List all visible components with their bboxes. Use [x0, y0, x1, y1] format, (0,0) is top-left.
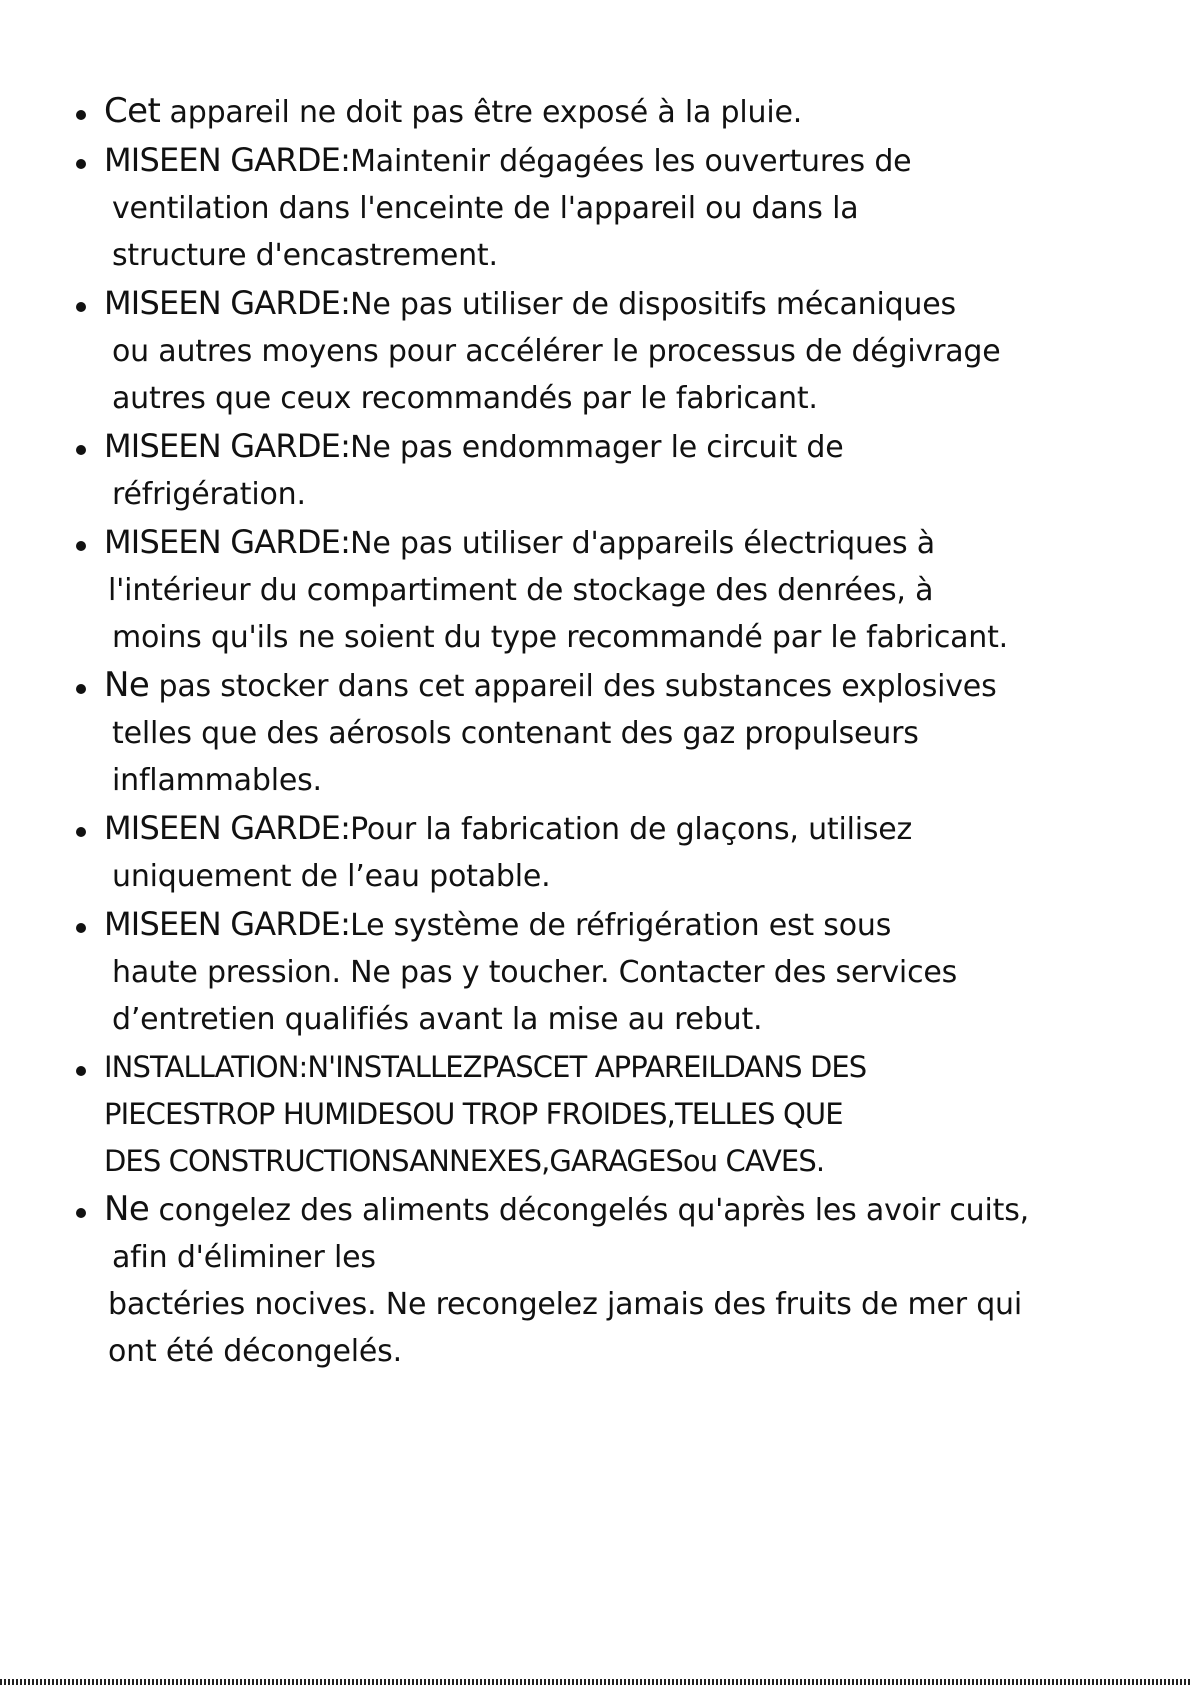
list-item: [70, 280, 1110, 422]
list-item: [70, 88, 1110, 136]
item-line: [104, 88, 1110, 136]
list-item: [70, 519, 1110, 661]
item-line: DES CONSTRUCTIONSANNEXES,GARAGESou CAVES.: [104, 1144, 825, 1178]
item-line: [104, 423, 1110, 471]
scan-edge-divider: [0, 1679, 1191, 1685]
item-line: [104, 280, 1110, 328]
item-line: ou autres moyens pour accélérer le processus de dégivrage: [112, 334, 1001, 369]
item-text: Ne pas endommager le circuit de: [350, 430, 844, 465]
item-lead: MISEEN GARDE:: [104, 427, 351, 465]
item-text: Ne pas utiliser d'appareils électriques à: [350, 526, 935, 561]
item-lead: MISEEN GARDE:: [104, 141, 351, 179]
item-line: afin d'éliminer les: [112, 1240, 376, 1275]
item-lead: Ne: [104, 665, 150, 705]
item-text: pas stocker dans cet appareil des substances explosives: [158, 669, 997, 704]
item-lead: MISEEN GARDE:: [104, 284, 351, 322]
item-line: INSTALLATION:N'INSTALLEZPASCET APPAREILDANS DES: [104, 1050, 867, 1084]
item-line: [104, 519, 1110, 567]
item-line: haute pression. Ne pas y toucher. Contacter des services: [112, 955, 958, 990]
list-item: [70, 1044, 1110, 1185]
safety-warnings-list: [70, 88, 1110, 1376]
item-line: structure d'encastrement.: [112, 238, 498, 273]
item-line: réfrigération.: [112, 477, 306, 512]
item-lead: MISEEN GARDE:: [104, 905, 351, 943]
item-lead: MISEEN GARDE:: [104, 523, 351, 561]
item-line: PIECESTROP HUMIDESOU TROP FROIDES,TELLES QUE: [104, 1097, 843, 1131]
bullet-dot: [76, 923, 86, 933]
list-item: [70, 423, 1110, 518]
item-text: Ne pas utiliser de dispositifs mécaniques: [350, 287, 956, 322]
item-lead: Ne: [104, 1189, 150, 1229]
item-text: Pour la fabrication de glaçons, utilisez: [350, 812, 913, 847]
item-line: [104, 901, 1110, 949]
item-line: d’entretien qualifiés avant la mise au rebut.: [112, 1002, 763, 1037]
item-line: [104, 137, 1110, 185]
item-line: ventilation dans l'enceinte de l'appareil ou dans la: [112, 191, 859, 226]
item-line: bactéries nocives. Ne recongelez jamais des fruits de mer qui: [108, 1287, 1022, 1322]
item-line: telles que des aérosols contenant des gaz propulseurs: [112, 716, 919, 751]
item-text: Maintenir dégagées les ouvertures de: [350, 144, 912, 179]
item-line: inflammables.: [112, 763, 322, 798]
item-line: moins qu'ils ne soient du type recommandé par le fabricant.: [112, 620, 1009, 655]
item-line: [104, 1186, 1110, 1234]
list-item: [70, 1186, 1110, 1375]
bullet-dot: [76, 302, 86, 312]
bullet-dot: [76, 159, 86, 169]
item-lead: MISEEN GARDE:: [104, 809, 351, 847]
bullet-dot: [76, 827, 86, 837]
item-line: l'intérieur du compartiment de stockage des denrées, à: [108, 573, 934, 608]
bullet-dot: [76, 445, 86, 455]
item-text: congelez des aliments décongelés qu'après les avoir cuits,: [158, 1193, 1029, 1228]
item-lead: Cet: [104, 91, 161, 131]
item-text: appareil ne doit pas être exposé à la pluie.: [169, 95, 803, 130]
item-line: [104, 662, 1110, 710]
list-item: [70, 901, 1110, 1043]
item-line: [104, 805, 1110, 853]
item-line: autres que ceux recommandés par le fabricant.: [112, 381, 818, 416]
item-line: uniquement de l’eau potable.: [112, 859, 551, 894]
list-item: [70, 805, 1110, 900]
bullet-dot: [76, 684, 86, 694]
bullet-dot: [76, 1066, 86, 1076]
list-item: [70, 662, 1110, 804]
bullet-dot: [76, 541, 86, 551]
list-item: [70, 137, 1110, 279]
bullet-dot: [76, 1208, 86, 1218]
item-text: Le système de réfrigération est sous: [350, 908, 892, 943]
item-line: ont été décongelés.: [108, 1334, 402, 1369]
bullet-dot: [76, 110, 86, 120]
